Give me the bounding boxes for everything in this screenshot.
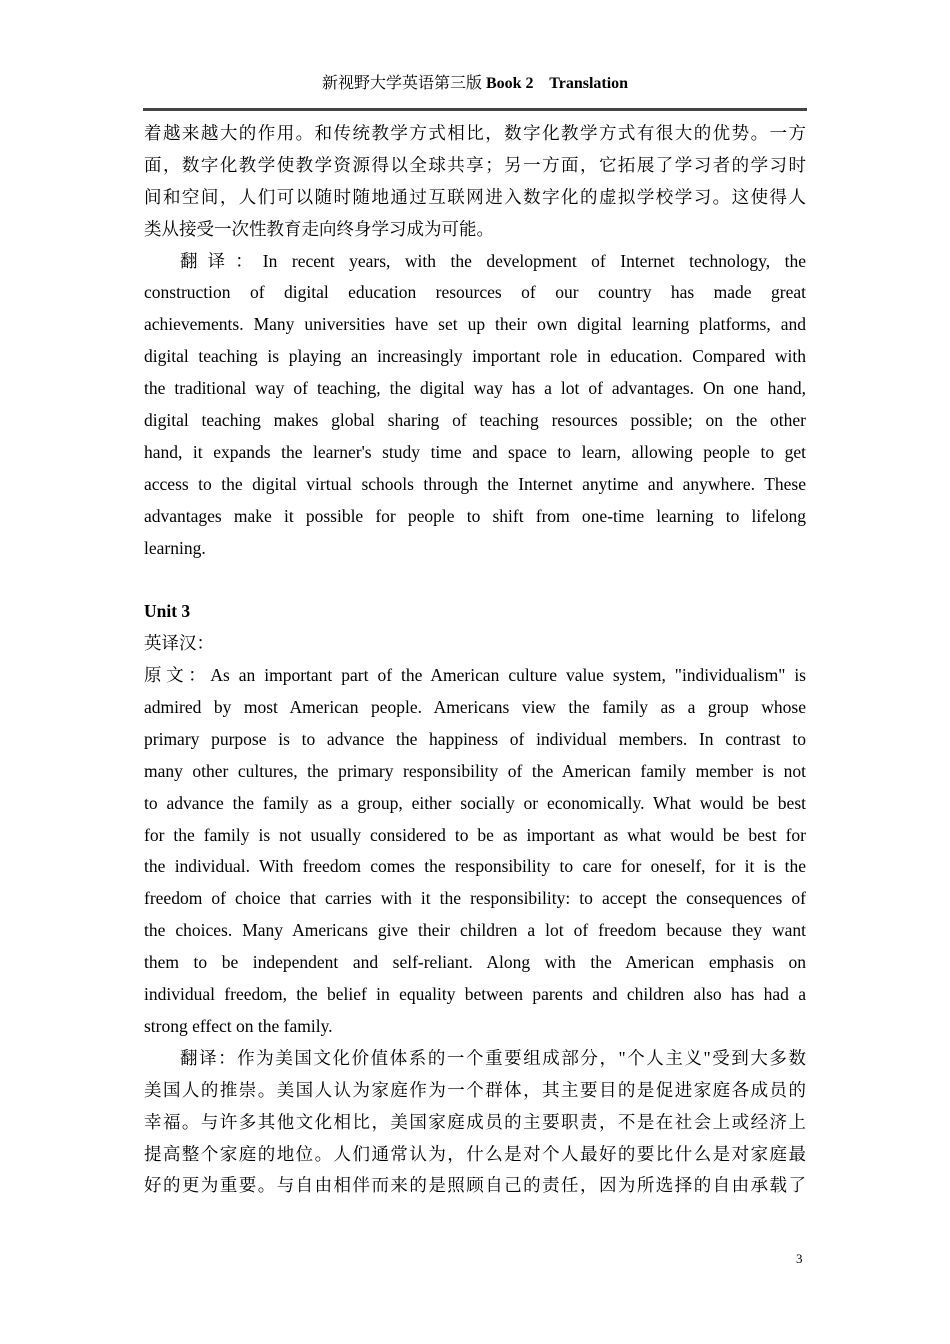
page-header (0, 70, 950, 93)
text-line: 好的更为重要。与自由相伴而来的是照顾自己的责任，因为所选择的自由承载了 (144, 1175, 806, 1196)
section-label: 英译汉： (144, 633, 214, 654)
text-line: digital teaching is playing an increasingly important role in education. Compared with (144, 346, 806, 367)
text-line: construction of digital education resources of our country has made great (144, 282, 806, 303)
text-line: strong effect on the family. (144, 1015, 333, 1036)
text-line: 原文：As an important part of the American culture value system, "individualism" is (144, 665, 806, 686)
text-line: the individual. With freedom comes the responsibility to care for oneself, for it is the (144, 856, 806, 877)
header-title-en: Book 2 Translation (485, 75, 629, 92)
spacer (144, 564, 806, 596)
text-line: digital teaching makes global sharing of teaching resources possible; on the other (144, 410, 806, 431)
text-line: 类从接受一次性教育走向终身学习成为可能。 (144, 218, 494, 239)
text-line: admired by most American people. Americans view the family as a group whose (144, 697, 806, 718)
text-line: them to be independent and self-reliant. Along with the American emphasis on (144, 952, 806, 973)
text-line: individual freedom, the belief in equality between parents and children also has had a (144, 984, 806, 1005)
text-line: advantages make it possible for people to shift from one-time learning to lifelong (144, 505, 806, 526)
unit-heading: Unit 3 (144, 601, 191, 622)
text-line: access to the digital virtual schools through the Internet anytime and anywhere. These (144, 473, 806, 494)
continuation-paragraph-cn (144, 118, 806, 246)
text-line: the traditional way of teaching, the digital way has a lot of advantages. On one hand, (144, 378, 806, 399)
text-line: the choices. Many Americans give their children a lot of freedom because they want (144, 920, 806, 941)
text-line: achievements. Many universities have set up their own digital learning platforms, and (144, 314, 806, 335)
translation-paragraph-en (144, 246, 806, 565)
text-line: many other cultures, the primary responsibility of the American family member is not (144, 760, 806, 781)
text-line: 翻译：作为美国文化价值体系的一个重要组成部分，"个人主义"受到大多数 (180, 1047, 806, 1068)
text-line: 间和空间，人们可以随时随地通过互联网进入数字化的虚拟学校学习。这使得人 (144, 186, 806, 207)
translation-paragraph-cn (144, 1043, 806, 1202)
text-line: learning. (144, 537, 206, 558)
header-rule (143, 108, 807, 111)
text-line: 面，数字化教学使教学资源得以全球共享；另一方面，它拓展了学习者的学习时 (144, 154, 806, 175)
text-line: 着越来越大的作用。和传统教学方式相比，数字化教学方式有很大的优势。一方 (144, 123, 806, 143)
text-line: 幸福。与许多其他文化相比，美国家庭成员的主要职责，不是在社会上或经济上 (144, 1111, 806, 1132)
original-paragraph-en (144, 660, 806, 1043)
text-line: for the family is not usually considered to be as important as what would be best for (144, 824, 806, 845)
text-line: 提高整个家庭的地位。人们通常认为，什么是对个人最好的要比什么是对家庭最 (144, 1143, 806, 1164)
text-line: hand, it expands the learner's study time and space to learn, allowing people to get (144, 441, 806, 462)
page-number: 3 (796, 1251, 803, 1266)
document-body (144, 118, 806, 1202)
header-title-cn: 新视野大学英语第三版 (321, 75, 482, 92)
text-line: 翻译：In recent years, with the development of Internet technology, the (180, 250, 806, 271)
text-line: to advance the family as a group, either socially or economically. What would be best (144, 792, 806, 813)
text-line: freedom of choice that carries with it the responsibility: to accept the consequences of (144, 888, 806, 909)
text-line: 美国人的推崇。美国人认为家庭作为一个群体，其主要目的是促进家庭各成员的 (144, 1079, 806, 1100)
text-line: primary purpose is to advance the happiness of individual members. In contrast to (144, 728, 806, 749)
